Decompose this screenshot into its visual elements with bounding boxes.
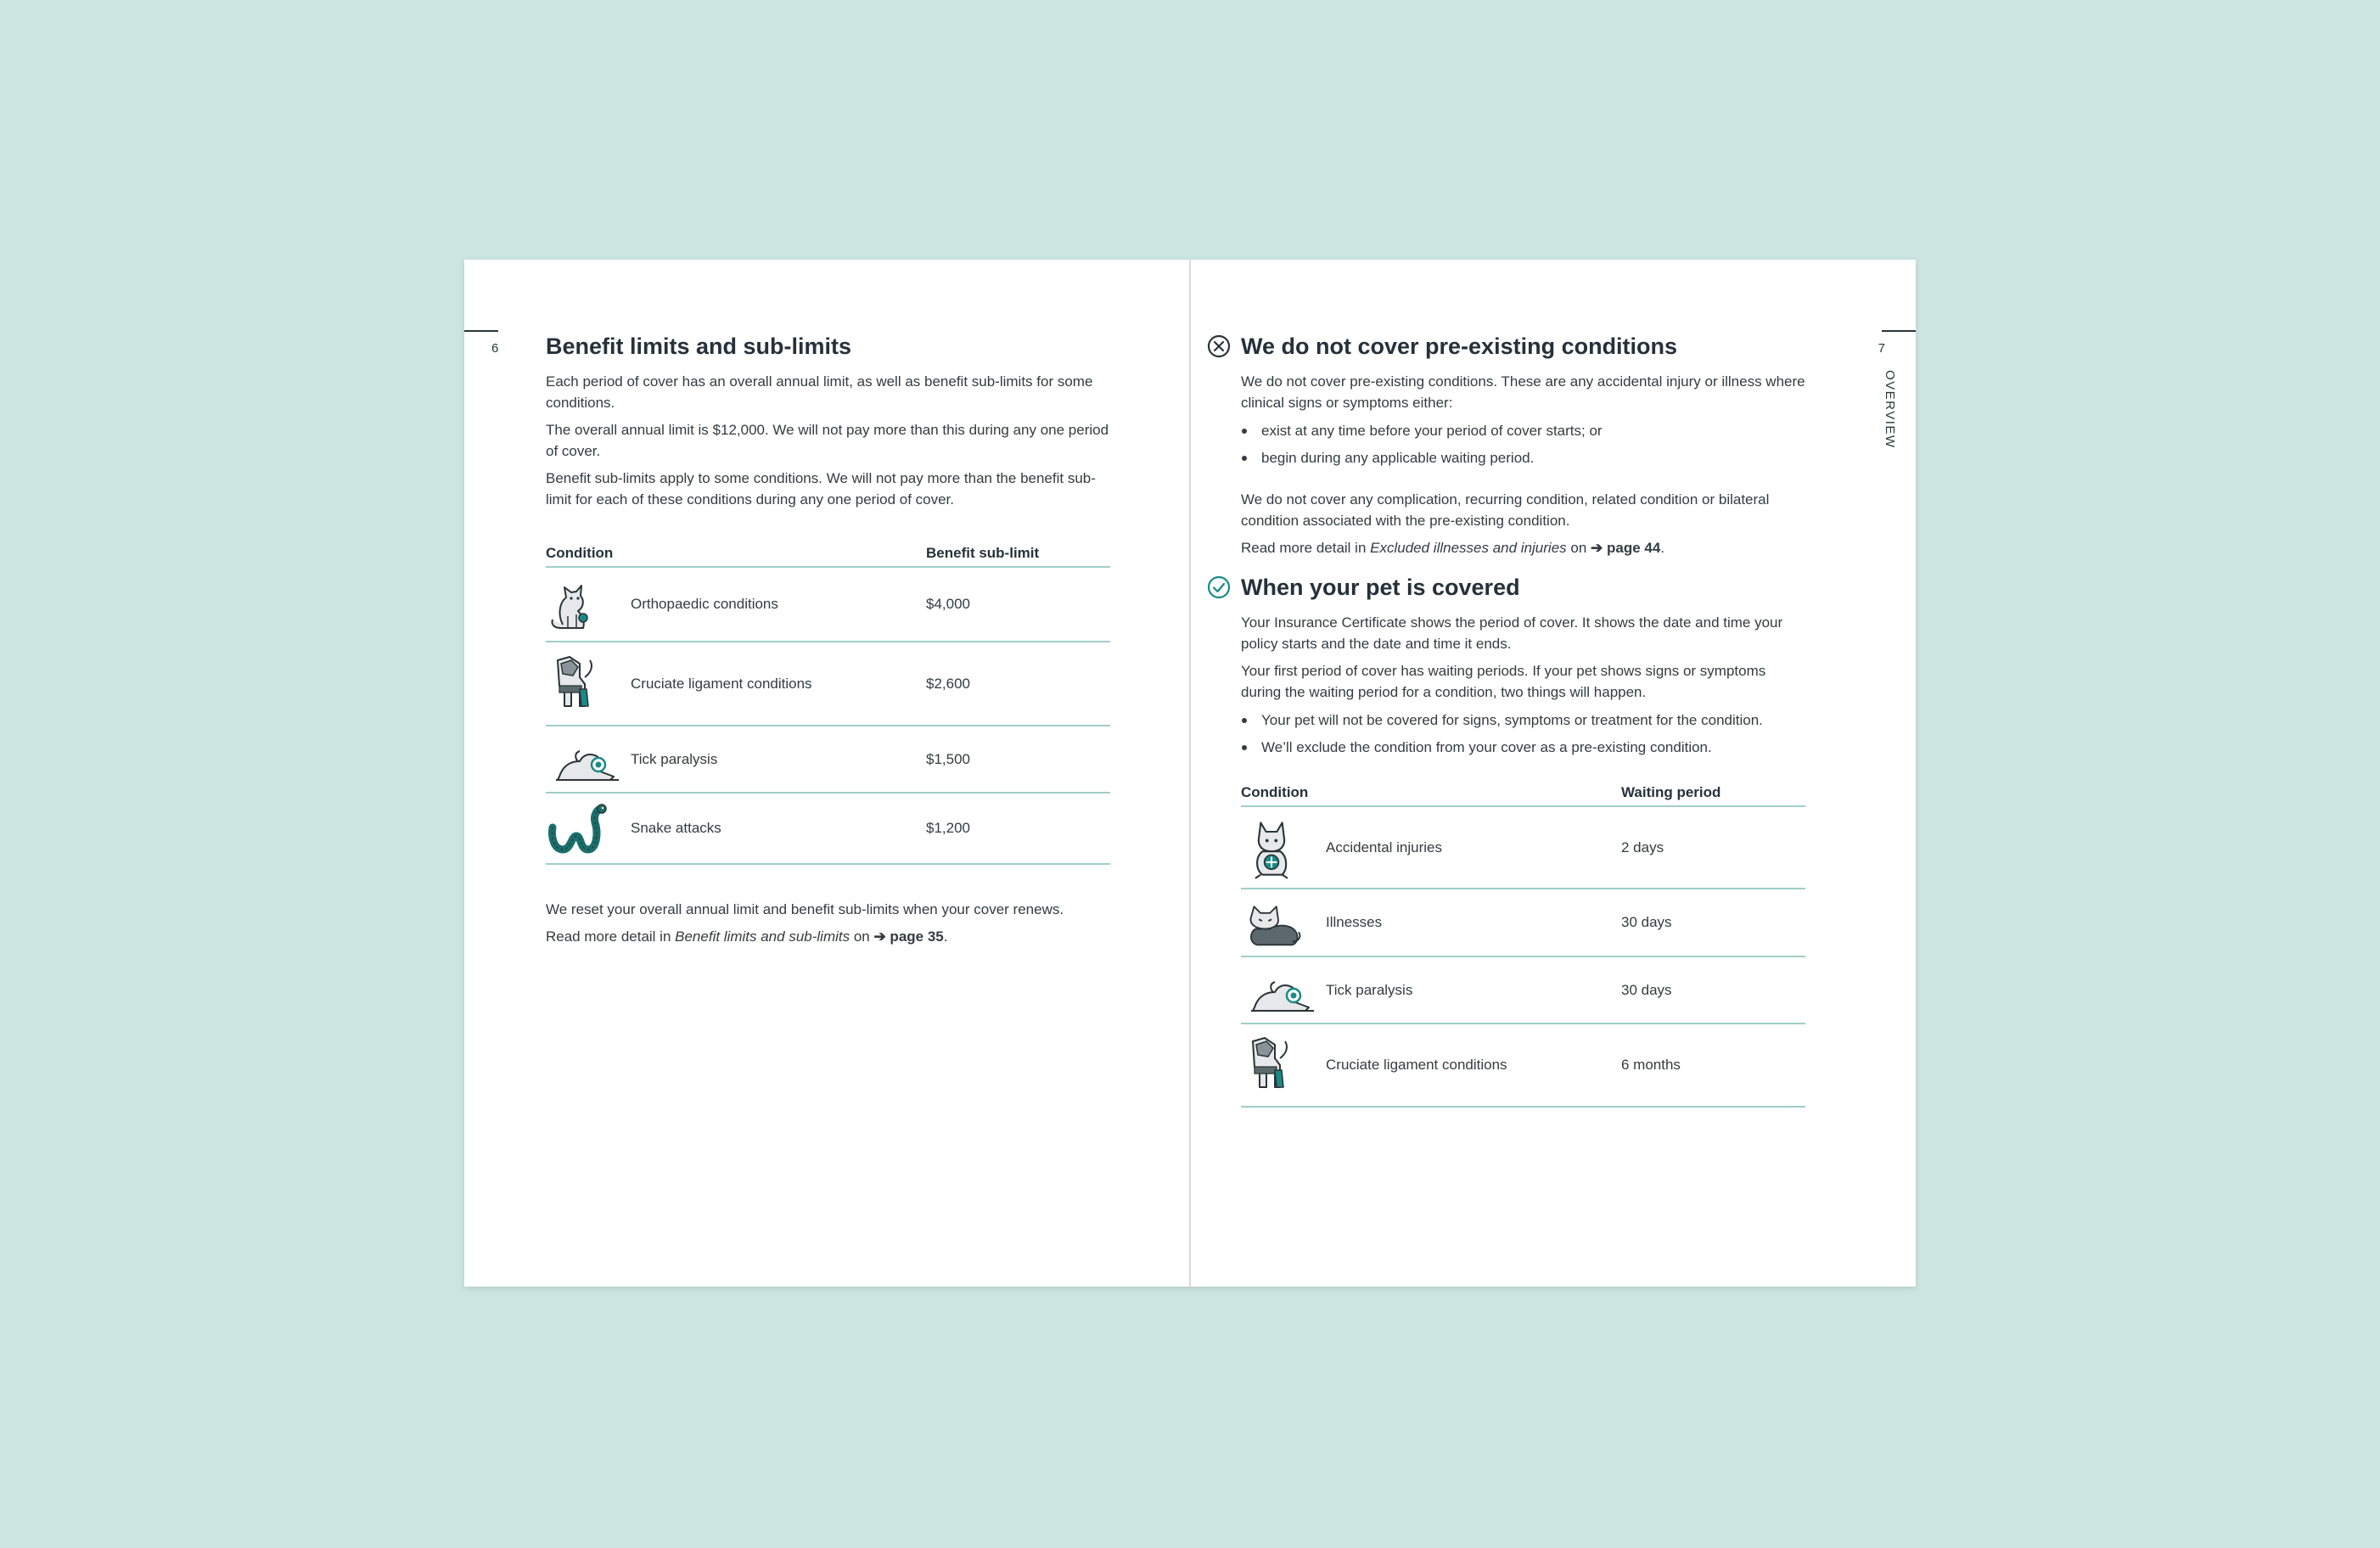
condition-name: Tick paralysis — [1326, 956, 1621, 1024]
section-heading-benefit-limits: Benefit limits and sub-limits — [546, 334, 852, 359]
dog-bandaged-leg-icon — [546, 652, 610, 716]
running-head: OVERVIEW — [1883, 370, 1897, 449]
waiting-period-value: 6 months — [1621, 1024, 1805, 1107]
read-more-suffix: . — [1660, 540, 1665, 556]
heading-text: When your pet is covered — [1241, 575, 1520, 600]
read-more-middle: on — [1566, 540, 1591, 556]
condition-name: Tick paralysis — [631, 726, 926, 793]
waiting-period-value: 30 days — [1621, 889, 1805, 956]
read-more-prefix: Read more detail in — [546, 928, 676, 945]
list-item: Your pet will not be covered for signs, symptoms or treatment for the condition. — [1241, 710, 1805, 731]
dog-bandaged-leg-icon — [1241, 1033, 1305, 1097]
table-row — [1241, 806, 1805, 889]
dog-tick-icon — [1241, 963, 1326, 1018]
read-more-line — [1241, 537, 1805, 558]
read-more-prefix: Read more detail in — [1241, 540, 1371, 556]
page-rule — [1882, 330, 1916, 332]
check-circle-icon — [1207, 575, 1231, 599]
condition-name: Accidental injuries — [1326, 806, 1621, 889]
left-page-content — [546, 328, 1110, 947]
snake-icon — [546, 799, 610, 858]
renewal-note: We reset your overall annual limit and benefit sub-limits when your cover renews. — [546, 901, 1064, 917]
benefit-value: $2,600 — [926, 642, 1110, 726]
read-more-middle: on — [850, 928, 874, 945]
booklet-spread — [464, 260, 1916, 1287]
table-row — [1241, 956, 1805, 1024]
table-row — [546, 793, 1110, 864]
waiting-period-table — [1241, 783, 1805, 1108]
benefit-sublimit-table — [546, 544, 1110, 865]
paragraph: Your first period of cover has waiting periods. If your pet shows signs or symptoms during the waiting period for a condition, two things will happen. — [1241, 663, 1766, 700]
page-number: 6 — [491, 341, 499, 356]
right-page-content — [1241, 328, 1805, 1108]
section-heading-pre-existing — [1241, 328, 1805, 365]
table-header-row — [546, 544, 1110, 567]
list-item: We’ll exclude the condition from your cover as a pre-existing condition. — [1241, 737, 1805, 758]
condition-name: Cruciate ligament conditions — [631, 642, 926, 726]
table-row — [546, 726, 1110, 793]
page-reference-link[interactable]: ➔ page 44 — [1591, 540, 1661, 556]
paragraph: Benefit sub-limits apply to some conditions. We will not pay more than the benefit sub-limit for each of these conditions during any one period of cover. — [546, 470, 1096, 508]
left-page — [464, 260, 1190, 1287]
read-more-line — [546, 926, 1110, 947]
paragraph: Each period of cover has an overall annual limit, as well as benefit sub-limits for some conditions. — [546, 373, 1093, 411]
table-row — [1241, 1024, 1805, 1107]
paragraph: We do not cover any complication, recurring condition, related condition or bilateral condition associated with the pre-existing condition. — [1241, 491, 1770, 529]
benefit-value: $4,000 — [926, 567, 1110, 642]
right-page — [1191, 260, 1916, 1287]
cross-circle-icon — [1207, 334, 1231, 358]
table-row — [1241, 889, 1805, 956]
condition-name: Snake attacks — [631, 793, 926, 864]
list-item: begin during any applicable waiting period. — [1241, 447, 1805, 468]
section-heading-when-covered — [1241, 569, 1805, 606]
table-row — [546, 567, 1110, 642]
page-reference-link[interactable]: ➔ page 35 — [873, 928, 944, 945]
column-header-condition: Condition — [1241, 783, 1621, 806]
column-header-waiting-period: Waiting period — [1621, 783, 1805, 806]
page-rule — [464, 330, 498, 332]
bullet-list — [1241, 420, 1805, 468]
list-item: exist at any time before your period of cover starts; or — [1241, 420, 1805, 441]
heading-text: We do not cover pre-existing conditions — [1241, 334, 1678, 359]
cat-icon — [546, 572, 610, 637]
bullet-list — [1241, 710, 1805, 758]
waiting-period-value: 30 days — [1621, 956, 1805, 1024]
waiting-period-value: 2 days — [1621, 806, 1805, 889]
sick-cat-icon — [1241, 897, 1305, 948]
read-more-section-title: Excluded illnesses and injuries — [1370, 540, 1567, 556]
condition-name: Cruciate ligament conditions — [1326, 1024, 1621, 1107]
page-number: 7 — [1878, 341, 1885, 356]
column-header-benefit-sublimit: Benefit sub-limit — [926, 544, 1110, 567]
dog-tick-icon — [546, 732, 631, 787]
dog-bandaged-icon — [1241, 816, 1302, 880]
paragraph: Your Insurance Certificate shows the period of cover. It shows the date and time your policy starts and the date and time it ends. — [1241, 614, 1783, 652]
table-header-row — [1241, 783, 1805, 806]
table-row — [546, 642, 1110, 726]
paragraph: We do not cover pre-existing conditions. These are any accidental injury or illness where clinical signs or symptoms either: — [1241, 373, 1805, 411]
read-more-section-title: Benefit limits and sub-limits — [675, 928, 850, 945]
read-more-suffix: . — [943, 928, 948, 945]
column-header-condition: Condition — [546, 544, 926, 567]
benefit-value: $1,500 — [926, 726, 1110, 793]
benefit-value: $1,200 — [926, 793, 1110, 864]
condition-name: Orthopaedic conditions — [631, 567, 926, 642]
condition-name: Illnesses — [1326, 889, 1621, 956]
paragraph: The overall annual limit is $12,000. We will not pay more than this during any one period of cover. — [546, 422, 1109, 459]
